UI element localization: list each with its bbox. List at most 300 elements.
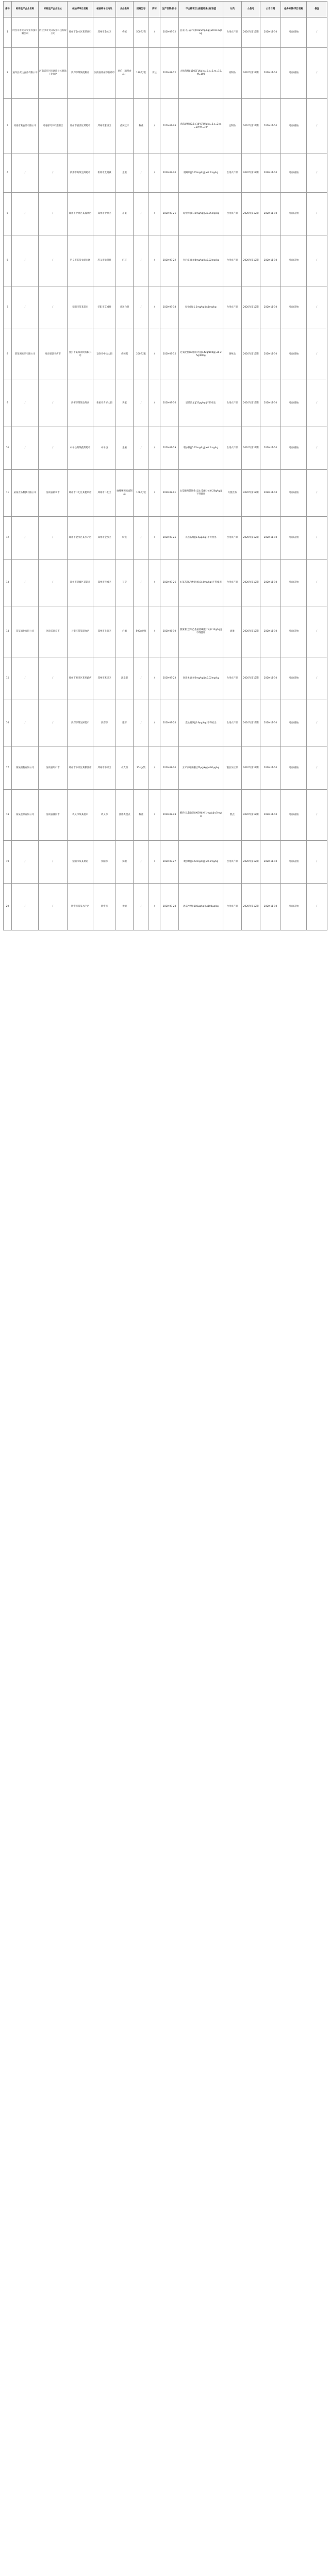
table-cell: 18 <box>4 790 12 841</box>
table-cell: 河南省商丘市 <box>39 606 68 657</box>
table-cell: 鸡爪（辐照食品） <box>116 48 134 99</box>
table-cell: 芹菜 <box>116 193 134 235</box>
table-cell: / <box>12 700 39 747</box>
table-cell: 2020年第12期 <box>242 657 260 700</box>
table-cell: 某某调味品有限公司 <box>12 329 39 380</box>
header-cell: 分类 <box>223 2 242 18</box>
table-cell: 食用农产品 <box>223 841 242 884</box>
table-cell: / <box>39 193 68 235</box>
table-cell: 山梨酸及其钾盐(以山梨酸计)||0.26g/kg||不得使用 <box>179 470 223 517</box>
table-cell: 某某食品有限公司 <box>12 790 39 841</box>
table-cell: 食用农产品 <box>223 286 242 329</box>
table-cell: / <box>149 841 160 884</box>
table-cell: 2020年第12期 <box>242 841 260 884</box>
table-cell: 16 <box>4 700 12 747</box>
table-cell: 郑州市中原区某蔬菜店 <box>68 193 93 235</box>
table-cell: 孔雀石绿||3.6μg/kg||不得检出 <box>179 517 223 560</box>
table-cell: 新郑市某某生鲜超市 <box>68 154 93 193</box>
table-cell: 20 <box>4 884 12 930</box>
table-cell: / <box>149 193 160 235</box>
table-cell: / <box>12 380 39 427</box>
header-cell: 公告号 <box>242 2 260 18</box>
table-cell: 玉米赤霉烯酮||72μg/kg||≤60μg/kg <box>179 747 223 790</box>
table-cell: 2020年第12期 <box>242 286 260 329</box>
table-cell: 郑州市管城区 <box>93 560 116 606</box>
table-cell: 19 <box>4 841 12 884</box>
table-cell: 河南省郑州市新郑市 <box>93 48 116 99</box>
table-cell: / <box>307 427 327 470</box>
table-cell: 豆芽 <box>116 560 134 606</box>
header-cell: 标称生产企业名称 <box>12 2 39 18</box>
table-cell: / <box>307 657 327 700</box>
table-cell: / <box>12 286 39 329</box>
table-cell: 11 <box>4 470 12 517</box>
table-cell: 巩义市紫荆路 <box>93 235 116 286</box>
table-cell: 2020-09-16 <box>160 380 179 427</box>
table-cell: 7 <box>4 286 12 329</box>
table-cell: 2020年第12期 <box>242 747 260 790</box>
table-cell: 2020-09-18 <box>160 286 179 329</box>
table-cell: 2020-08-01 <box>160 470 179 517</box>
header-cell: 被抽样单位地址 <box>93 2 116 18</box>
table-cell: 2020-09-24 <box>160 700 179 747</box>
table-cell: 2020-09-23 <box>160 657 179 700</box>
table-cell: 2020-11-10 <box>260 657 281 700</box>
table-cell: 食用农产品 <box>223 235 242 286</box>
table-cell: / <box>307 18 327 48</box>
table-cell: 麻辣味调味面制品 <box>116 470 134 517</box>
table-cell: 河南省漯河市 <box>39 790 68 841</box>
table-cell: 河南/省抽 <box>281 884 307 930</box>
table-cell: 中牟县 <box>93 427 116 470</box>
table-cell: / <box>134 700 149 747</box>
table-cell: 荥阳市某某菜店 <box>68 841 93 884</box>
table-cell: 2020年第12期 <box>242 700 260 747</box>
table-cell: / <box>307 884 327 930</box>
sampling-results-table <box>3 1 327 930</box>
table-row <box>4 747 327 790</box>
table-cell: 郑州市金水区某水产店 <box>68 517 93 560</box>
table-row <box>4 329 327 380</box>
table-cell: 500克/袋 <box>134 18 149 48</box>
table-cell: / <box>134 193 149 235</box>
table-cell: 4-氯苯氧乙酸钠||0.048mg/kg||不得使用 <box>179 560 223 606</box>
table-row <box>4 18 327 48</box>
table-cell: 郑州市中原区 <box>93 747 116 790</box>
table-body <box>4 18 327 930</box>
table-cell: 巩义市某某超市 <box>68 790 93 841</box>
table-cell: 2020-09-19 <box>160 427 179 470</box>
table-cell: / <box>134 154 149 193</box>
table-cell: 2020年第12期 <box>242 48 260 99</box>
table-cell: 克百威||0.08mg/kg||≤0.02mg/kg <box>179 235 223 286</box>
table-cell: 河南省周口市淮阳区 <box>39 99 68 154</box>
table-cell: 黄鳝 <box>116 884 134 930</box>
table-cell: 河南/省抽 <box>281 18 307 48</box>
table-cell: 2020-09-26 <box>160 560 179 606</box>
table-cell: 新郑市 <box>93 700 116 747</box>
table-cell: 小麦粉 <box>116 747 134 790</box>
table-cell: 食用农产品 <box>223 193 242 235</box>
header-cell: 规格型号 <box>134 2 149 18</box>
table-row <box>4 657 327 700</box>
table-cell: 荥阳市 <box>93 841 116 884</box>
table-cell: 12 <box>4 517 12 560</box>
table-cell: 氧乐果||0.06mg/kg||≤0.02mg/kg <box>179 657 223 700</box>
table-cell: 2020-05-10 <box>160 606 179 657</box>
table-cell: 巩义市 <box>93 790 116 841</box>
table-cell: 2020-08-12 <box>160 48 179 99</box>
table-cell: 食用农产品 <box>223 380 242 427</box>
table-cell: / <box>39 517 68 560</box>
table-cell: 豇豆 <box>116 235 134 286</box>
table-row <box>4 606 327 657</box>
table-cell: 河南/省抽 <box>281 380 307 427</box>
table-cell: 食用农产品 <box>223 154 242 193</box>
table-cell: 250克/瓶 <box>134 329 149 380</box>
table-cell: 方便食品 <box>223 470 242 517</box>
table-cell: / <box>307 517 327 560</box>
table-cell: 酒类 <box>223 606 242 657</box>
table-cell: 噻虫胺||0.35mg/kg||≤0.2mg/kg <box>179 427 223 470</box>
table-cell: 普通白菜 <box>116 286 134 329</box>
table-cell: 鲈鱼 <box>116 517 134 560</box>
table-cell: 2020年第12期 <box>242 790 260 841</box>
table-cell: 15 <box>4 657 12 700</box>
table-cell: / <box>307 286 327 329</box>
table-cell: 郑州市惠济区某超市 <box>68 99 93 154</box>
header-cell: 食品名称 <box>116 2 134 18</box>
table-cell: 某某食品科技有限公司 <box>12 470 39 517</box>
table-cell: 枸杞 <box>116 18 134 48</box>
table-cell: 河南/省抽 <box>281 99 307 154</box>
table-cell: 啶虫脒||1.2mg/kg||≤1mg/kg <box>179 286 223 329</box>
table-cell: 2020-09-22 <box>160 235 179 286</box>
table-cell: 登封市某某商贸有限公司 <box>68 329 93 380</box>
table-cell: 新密市青屏大街 <box>93 380 116 427</box>
table-cell: / <box>307 606 327 657</box>
table-cell: 郑州市金水区某某商行 <box>68 18 93 48</box>
table-cell: 荥阳市某某超市 <box>68 286 93 329</box>
table-cell: 某某酒业有限公司 <box>12 606 39 657</box>
table-cell: / <box>149 747 160 790</box>
table-cell: / <box>149 286 160 329</box>
header-cell: 被抽样单位名称 <box>68 2 93 18</box>
table-cell: / <box>12 517 39 560</box>
table-cell: / <box>134 560 149 606</box>
table-cell: / <box>149 235 160 286</box>
table-cell: 食用农产品 <box>223 517 242 560</box>
table-cell: 豆制品 <box>223 99 242 154</box>
table-cell: 河南/省抽 <box>281 790 307 841</box>
table-cell: 食用农产品 <box>223 18 242 48</box>
header-cell: 商标 <box>149 2 160 18</box>
table-cell: / <box>307 790 327 841</box>
table-row <box>4 380 327 427</box>
table-cell: 2020-11-10 <box>260 700 281 747</box>
table-cell: 新密市某某水产店 <box>68 884 93 930</box>
table-cell: 河南/省抽 <box>281 48 307 99</box>
table-cell: 2020-11-10 <box>260 517 281 560</box>
table-cell: 2020-11-10 <box>260 747 281 790</box>
table-cell: 2020-11-10 <box>260 790 281 841</box>
table-cell: 河南/省抽 <box>281 517 307 560</box>
table-cell: / <box>12 154 39 193</box>
table-cell: / <box>39 427 68 470</box>
table-cell: 14 <box>4 606 12 657</box>
table-cell: / <box>12 560 39 606</box>
table-cell: / <box>134 841 149 884</box>
table-cell: / <box>39 657 68 700</box>
table-row <box>4 235 327 286</box>
table-cell: 5 <box>4 193 12 235</box>
table-cell: / <box>149 380 160 427</box>
table-cell: / <box>39 380 68 427</box>
table-cell: / <box>307 700 327 747</box>
table-cell: / <box>134 517 149 560</box>
table-cell: / <box>134 286 149 329</box>
table-cell: 河南/省抽 <box>281 560 307 606</box>
table-cell: / <box>307 329 327 380</box>
table-cell: 油麦菜 <box>116 657 134 700</box>
table-cell: 通许县安达食品有限公司 <box>12 48 39 99</box>
table-cell: / <box>149 884 160 930</box>
table-cell: 恩诺沙星||32μg/kg||不得检出 <box>179 380 223 427</box>
table-cell: 安达 <box>149 48 160 99</box>
table-cell: / <box>12 841 39 884</box>
table-cell: 调味品 <box>223 329 242 380</box>
table-cell: / <box>307 470 327 517</box>
table-cell: 2020年第12期 <box>242 560 260 606</box>
table-cell: 吡虫啉||0.62mg/kg||≤0.5mg/kg <box>179 841 223 884</box>
table-cell: 郑州市惠济区 <box>93 657 116 700</box>
table-cell: 登封市中岳大街 <box>93 329 116 380</box>
table-cell: / <box>149 790 160 841</box>
table-cell: 2020年第12期 <box>242 99 260 154</box>
table-cell: 巩义市某某农贸市场 <box>68 235 93 286</box>
table-cell: 郑州市金水区 <box>93 18 116 48</box>
table-cell: / <box>307 380 327 427</box>
table-cell: 食用农产品 <box>223 560 242 606</box>
table-row <box>4 517 327 560</box>
table-cell: / <box>149 657 160 700</box>
table-row <box>4 790 327 841</box>
table-cell: 2020-11-10 <box>260 560 281 606</box>
table-cell: / <box>307 154 327 193</box>
table-cell: 郑州市惠济区某果蔬店 <box>68 657 93 700</box>
table-cell: 2020-08-28 <box>160 790 179 841</box>
table-row <box>4 427 327 470</box>
header-cell: 备注 <box>307 2 327 18</box>
table-cell: / <box>39 841 68 884</box>
table-cell: 2020年第12期 <box>242 154 260 193</box>
table-cell: 2020年第12期 <box>242 470 260 517</box>
table-cell: 肉制品 <box>223 48 242 99</box>
table-cell: / <box>149 329 160 380</box>
table-cell: 河南/省抽 <box>281 329 307 380</box>
table-cell: 6 <box>4 235 12 286</box>
table-cell: / <box>149 427 160 470</box>
table-row <box>4 560 327 606</box>
table-cell: / <box>134 380 149 427</box>
table-cell: 2020-11-10 <box>260 606 281 657</box>
table-cell: 河南省周口市 <box>39 747 68 790</box>
table-cell: / <box>12 884 39 930</box>
table-cell: 2020-09-20 <box>160 154 179 193</box>
table-cell: 2020-11-10 <box>260 470 281 517</box>
table-cell: 2020-11-10 <box>260 380 281 427</box>
table-cell: 称重 <box>134 790 149 841</box>
table-cell: 2020年第12期 <box>242 193 260 235</box>
table-cell: 新郑市某生鲜超市 <box>68 700 93 747</box>
table-cell: 称重 <box>134 99 149 154</box>
table-cell: 河南/省抽 <box>281 470 307 517</box>
header-cell: 生产日期/批号 <box>160 2 179 18</box>
table-cell: 河南/省抽 <box>281 193 307 235</box>
table-cell: 酸价(以脂肪计)(KOH)||6.1mg/g||≤5mg/g <box>179 790 223 841</box>
table-cell: / <box>39 235 68 286</box>
table-cell: 郑州市上街区 <box>93 606 116 657</box>
table-cell: 河南/省抽 <box>281 700 307 747</box>
table-cell: 猪肝 <box>116 700 134 747</box>
table-cell: 2020年第12期 <box>242 606 260 657</box>
table-cell: 辣椒 <box>116 841 134 884</box>
table-cell: 新密市 <box>93 884 116 930</box>
table-cell: 食用农产品 <box>223 700 242 747</box>
table-cell: 某某面粉有限公司 <box>12 747 39 790</box>
table-cell: 粮食加工品 <box>223 747 242 790</box>
table-cell: 180克/袋 <box>134 48 149 99</box>
table-cell: 500ml/瓶 <box>134 606 149 657</box>
table-cell: 郑州市二七区 <box>93 470 116 517</box>
table-cell: 上街区某某副食店 <box>68 606 93 657</box>
table-cell: 2020-09-28 <box>160 884 179 930</box>
table-cell: 河南省驻马店市 <box>39 329 68 380</box>
table-row <box>4 884 327 930</box>
table-cell: / <box>149 606 160 657</box>
table-cell: 郑州市中原区某粮油店 <box>68 747 93 790</box>
table-cell: 2 <box>4 48 12 99</box>
table-cell: 2020年第12期 <box>242 427 260 470</box>
table-cell: / <box>12 235 39 286</box>
table-cell: 河南/省抽 <box>281 427 307 470</box>
table-cell: 10 <box>4 427 12 470</box>
table-cell: / <box>12 193 39 235</box>
table-cell: 毒死蜱||0.12mg/kg||≤0.05mg/kg <box>179 193 223 235</box>
table-cell: 2020-11-10 <box>260 427 281 470</box>
table-row <box>4 841 327 884</box>
table-cell: 河南省某食品有限公司 <box>12 99 39 154</box>
table-cell: 食用农产品 <box>223 657 242 700</box>
table-cell: 2020-08-20 <box>160 747 179 790</box>
table-cell: 2020-11-10 <box>260 235 281 286</box>
table-cell: / <box>149 99 160 154</box>
table-row <box>4 99 327 154</box>
header-cell: 标称生产企业地址 <box>39 2 68 18</box>
table-cell: 糕点 <box>223 790 242 841</box>
table-cell: / <box>307 560 327 606</box>
table-cell: / <box>39 884 68 930</box>
table-cell: 2020-11-10 <box>260 18 281 48</box>
sampling-results-sheet <box>0 1 330 2576</box>
table-row <box>4 286 327 329</box>
table-cell: / <box>149 517 160 560</box>
table-cell: 106克/袋 <box>134 470 149 517</box>
table-cell: / <box>149 560 160 606</box>
table-cell: 2020-11-10 <box>260 841 281 884</box>
table-cell: 河南省新乡市 <box>39 470 68 517</box>
table-cell: 新密市某某生鲜店 <box>68 380 93 427</box>
table-cell: 甜蜜素(以环己基氨基磺酸计)||0.12g/kg||不得使用 <box>179 606 223 657</box>
table-cell: / <box>134 427 149 470</box>
header-cell: 公告日期 <box>260 2 281 18</box>
table-cell: 河南省开封市通许县长智镇工业园区 <box>39 48 68 99</box>
table-cell: / <box>39 700 68 747</box>
table-cell: 2020年第12期 <box>242 18 260 48</box>
table-cell: / <box>307 193 327 235</box>
table-cell: 8 <box>4 329 12 380</box>
table-cell: 总汞(以Hg计)||0.025mg/kg||≤0.01mg/kg <box>179 18 223 48</box>
table-cell: 河南/省抽 <box>281 286 307 329</box>
table-row <box>4 154 327 193</box>
table-cell: 2020-07-15 <box>160 329 179 380</box>
table-row <box>4 700 327 747</box>
table-cell: 9 <box>4 380 12 427</box>
table-cell: / <box>12 657 39 700</box>
table-cell: / <box>307 99 327 154</box>
table-cell: / <box>149 700 160 747</box>
table-cell: / <box>307 48 327 99</box>
table-cell: / <box>39 154 68 193</box>
table-cell: / <box>134 235 149 286</box>
table-cell: / <box>134 884 149 930</box>
table-cell: 河南/省抽 <box>281 657 307 700</box>
table-cell: 郑州市惠济区 <box>93 99 116 154</box>
table-cell: 大肠菌群||110CFU/g||n=5,c=2,m=10,M=100 <box>179 48 223 99</box>
table-cell: 荥阳市京城路 <box>93 286 116 329</box>
table-cell: / <box>149 154 160 193</box>
table-cell: / <box>134 657 149 700</box>
table-cell: 过氧化值(以脂肪计)||0.42g/100g||≤0.25g/100g <box>179 329 223 380</box>
table-cell: 郑州市中原区 <box>93 193 116 235</box>
table-cell: 2020年第12期 <box>242 380 260 427</box>
header-cell: 任务来源/项目名称 <box>281 2 307 18</box>
table-cell: 香辣酱 <box>116 329 134 380</box>
table-cell: 恩诺沙星||186μg/kg||≤100μg/kg <box>179 884 223 930</box>
table-cell: 河南/省抽 <box>281 841 307 884</box>
table-cell: 河南/省抽 <box>281 235 307 286</box>
table-header-row <box>4 2 327 18</box>
table-cell: 4 <box>4 154 12 193</box>
table-cell: 菌落总数||2.1×10⁵CFU/g||n=5,c=2,m=10⁴,M=10⁵ <box>179 99 223 154</box>
table-cell: 2020年第12期 <box>242 884 260 930</box>
table-cell: 2020-09-27 <box>160 841 179 884</box>
table-cell: 生姜 <box>116 427 134 470</box>
table-cell: 韭菜 <box>116 154 134 193</box>
table-cell: / <box>307 235 327 286</box>
table-cell: 13 <box>4 560 12 606</box>
table-cell: 阿拉尔市天田农业科技有限公司 <box>39 18 68 48</box>
table-cell: 新郑市龙湖镇 <box>93 154 116 193</box>
table-cell: 3 <box>4 99 12 154</box>
table-cell: 2020-11-10 <box>260 329 281 380</box>
table-cell: 食用农产品 <box>223 884 242 930</box>
table-cell: / <box>39 560 68 606</box>
table-cell: 2020-11-10 <box>260 884 281 930</box>
header-cell: 不合格项目||检验结果||标准值 <box>179 2 223 18</box>
table-cell: 郑州市二七区某便利店 <box>68 470 93 517</box>
table-cell: / <box>149 18 160 48</box>
